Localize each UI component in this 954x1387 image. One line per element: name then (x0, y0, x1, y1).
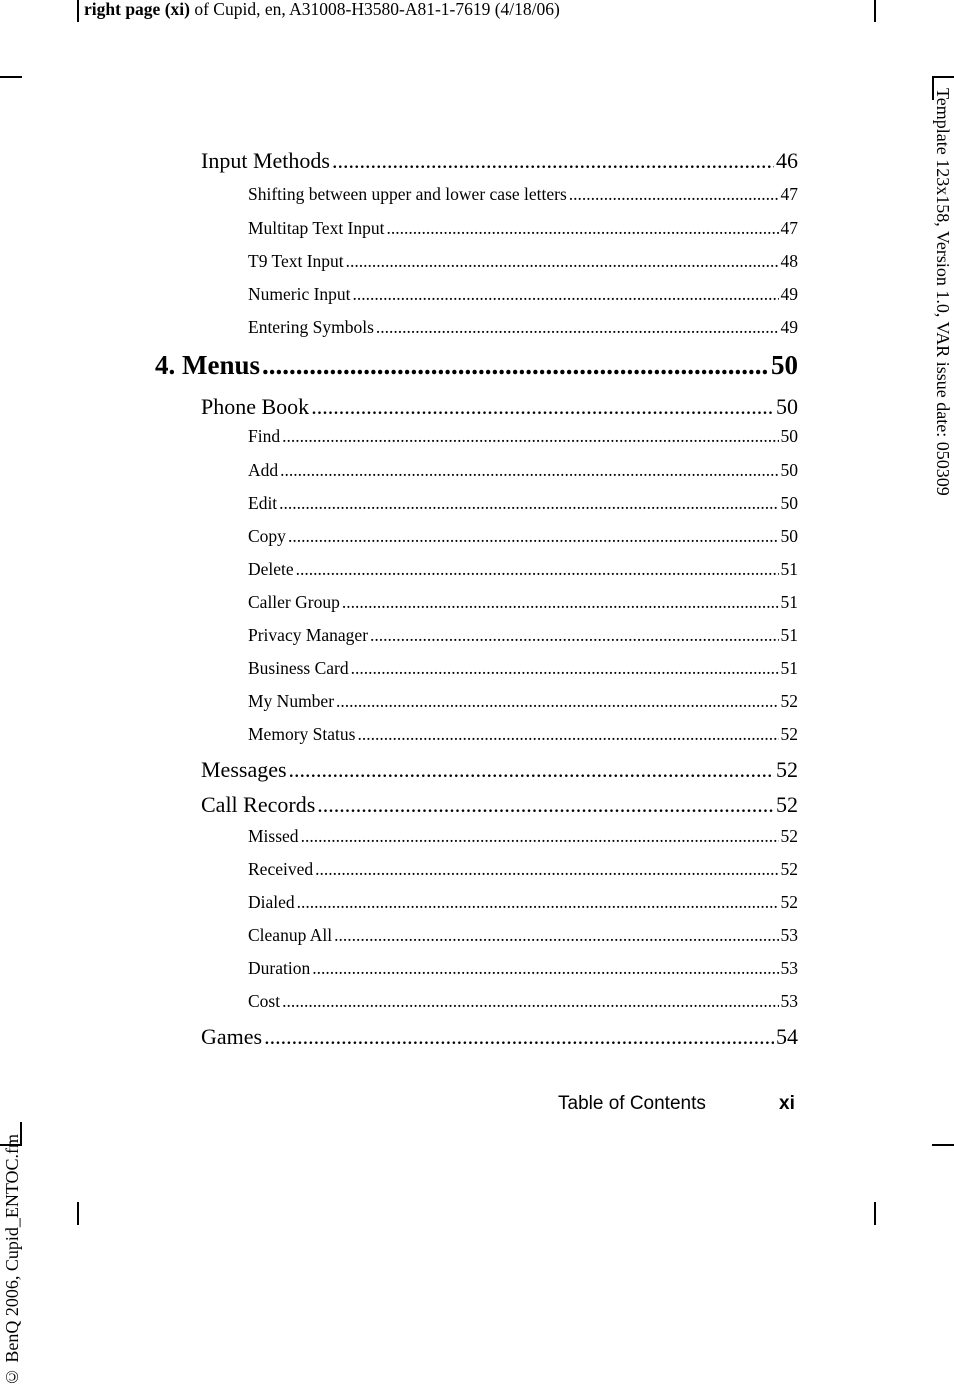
dot-leader (288, 526, 779, 547)
toc-entry-page: 50 (771, 350, 798, 380)
toc-entry-title: Duration (248, 958, 311, 978)
toc-entry-title: T9 Text Input (248, 251, 344, 271)
toc-entry-title: Caller Group (248, 592, 340, 612)
toc-entry-title: Games (201, 1024, 263, 1049)
crop-mark-right-lower-h (932, 1144, 954, 1146)
toc-entry-title: Copy (248, 526, 286, 546)
toc-entry[interactable] (248, 284, 798, 305)
crop-mark-bottom-left-v (77, 1202, 79, 1225)
toc-entry[interactable] (248, 493, 798, 514)
toc-entry-page: 47 (780, 184, 798, 204)
toc-entry[interactable] (248, 958, 798, 979)
toc-entry-title: Entering Symbols (248, 317, 374, 337)
toc-entry-page: 50 (780, 426, 798, 446)
toc-entry[interactable] (248, 925, 798, 946)
toc-entry[interactable] (248, 892, 798, 913)
dot-leader (297, 892, 779, 913)
toc-entry-page: 50 (780, 526, 798, 546)
toc-entry-title: Cost (248, 991, 281, 1011)
dot-leader (279, 493, 778, 514)
toc-entry-title: Cleanup All (248, 925, 333, 945)
toc-entry[interactable] (248, 859, 798, 880)
toc-entry-page: 52 (776, 757, 798, 782)
toc-entry[interactable] (201, 792, 798, 818)
crop-mark-top-right-v (874, 0, 876, 22)
toc-entry-title: Call Records (201, 792, 316, 817)
toc-entry-page: 49 (780, 284, 798, 304)
toc-entry[interactable] (155, 350, 798, 381)
toc-entry[interactable] (248, 559, 798, 580)
dot-leader (357, 724, 778, 745)
dot-leader (353, 284, 779, 305)
dot-leader (336, 691, 778, 712)
toc-entry-page: 52 (780, 859, 798, 879)
dot-leader (376, 317, 779, 338)
toc-entry[interactable] (248, 218, 798, 239)
toc-entry-page: 47 (780, 218, 798, 238)
toc-entry-title: Messages (201, 757, 287, 782)
crop-mark-top-left-v (77, 0, 79, 22)
toc-entry-page: 49 (780, 317, 798, 337)
toc-entry-page: 52 (780, 691, 798, 711)
toc-entry-title: 4. Menus (155, 350, 261, 380)
toc-entry-title: Phone Book (201, 394, 310, 419)
toc-entry-page: 48 (780, 251, 798, 271)
dot-leader (317, 792, 774, 818)
toc-entry-page: 52 (776, 792, 798, 817)
toc-entry[interactable] (248, 658, 798, 679)
dot-leader (346, 251, 779, 272)
toc-entry-title: Memory Status (248, 724, 356, 744)
toc-entry-page: 50 (776, 394, 798, 419)
dot-leader (280, 460, 778, 481)
toc-entry[interactable] (201, 394, 798, 420)
toc-entry-page: 46 (776, 148, 798, 173)
toc-entry[interactable] (248, 184, 798, 205)
dot-leader (262, 350, 769, 381)
toc-entry-page: 51 (780, 625, 798, 645)
dot-leader (387, 218, 779, 239)
dot-leader (282, 991, 778, 1012)
toc-entry[interactable] (248, 460, 798, 481)
toc-entry-page: 53 (780, 925, 798, 945)
crop-mark-bottom-right-v (874, 1202, 876, 1225)
toc-entry-title: Shifting between upper and lower case letters (248, 184, 567, 204)
toc-entry-page: 52 (780, 892, 798, 912)
template-info: Template 123x158, Version 1.0, VAR issue date: 050309 (933, 88, 953, 496)
toc-entry[interactable] (248, 251, 798, 272)
toc-entry[interactable] (201, 1024, 798, 1050)
toc-entry-page: 52 (780, 826, 798, 846)
dot-leader (342, 592, 779, 613)
dot-leader (312, 958, 778, 979)
dot-leader (334, 925, 778, 946)
dot-leader (315, 859, 778, 880)
crop-mark-left-upper-h (0, 76, 22, 78)
print-header (84, 0, 560, 20)
toc-entry[interactable] (248, 826, 798, 847)
toc-entry-title: Numeric Input (248, 284, 351, 304)
toc-entry[interactable] (248, 724, 798, 745)
footer-page-number: xi (779, 1093, 795, 1114)
toc-entry-title: Received (248, 859, 314, 879)
toc-entry[interactable] (248, 625, 798, 646)
toc-entry-page: 54 (776, 1024, 798, 1049)
toc-entry-title: Business Card (248, 658, 349, 678)
toc-entry[interactable] (248, 426, 798, 447)
toc-entry-title: Delete (248, 559, 294, 579)
dot-leader (301, 826, 779, 847)
dot-leader (296, 559, 779, 580)
toc-entry[interactable] (248, 991, 798, 1012)
toc-entry-page: 50 (780, 460, 798, 480)
toc-entry-title: Edit (248, 493, 278, 513)
toc-entry[interactable] (201, 148, 798, 174)
dot-leader (282, 426, 778, 447)
toc-entry-page: 51 (780, 592, 798, 612)
toc-entry-page: 52 (780, 724, 798, 744)
dot-leader (289, 757, 774, 783)
toc-entry[interactable] (248, 691, 798, 712)
toc-entry-title: Input Methods (201, 148, 330, 173)
dot-leader (351, 658, 779, 679)
toc-entry[interactable] (248, 592, 798, 613)
toc-entry[interactable] (248, 317, 798, 338)
toc-entry-title: Find (248, 426, 281, 446)
dot-leader (370, 625, 778, 646)
toc-entry-page: 50 (780, 493, 798, 513)
toc-entry-page: 51 (780, 559, 798, 579)
header-rest: of Cupid, en, A31008-H3580-A81-1-7619 (4/18/06) (189, 0, 560, 19)
toc-entry-title: Privacy Manager (248, 625, 369, 645)
dot-leader (332, 148, 774, 174)
header-bold: right page (xi) (84, 0, 190, 19)
toc-entry-title: My Number (248, 691, 335, 711)
copyright-info: © BenQ 2006, Cupid_ENTOC.fm (2, 1134, 22, 1387)
toc-entry[interactable] (248, 526, 798, 547)
toc-entry-title: Dialed (248, 892, 295, 912)
toc-entry-page: 51 (780, 658, 798, 678)
crop-mark-right-upper-h (932, 76, 954, 78)
dot-leader (311, 394, 774, 420)
dot-leader (264, 1024, 774, 1050)
toc-entry-title: Multitap Text Input (248, 218, 385, 238)
footer-label: Table of Contents (558, 1093, 706, 1114)
toc-entry-page: 53 (780, 991, 798, 1011)
toc-entry-title: Missed (248, 826, 299, 846)
toc-entry[interactable] (201, 757, 798, 783)
toc-entry-page: 53 (780, 958, 798, 978)
toc-entry-title: Add (248, 460, 279, 480)
dot-leader (569, 184, 779, 205)
